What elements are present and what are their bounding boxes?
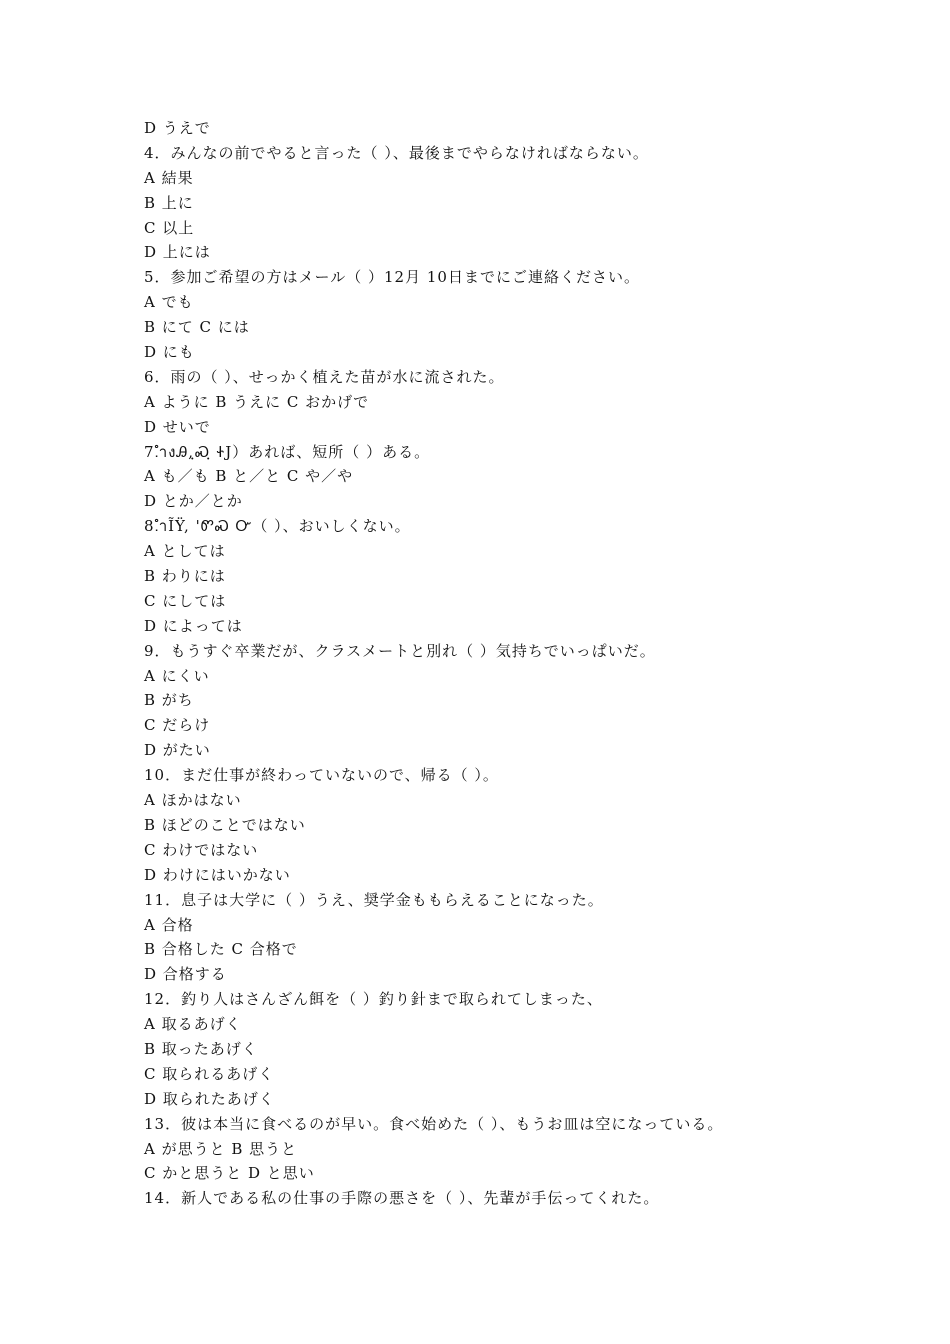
option-line: D によっては: [144, 616, 243, 635]
question-12: 12．釣り人はさんざん餌を（ ）釣り針まで取られてしまった、: [144, 990, 603, 1009]
option-line: D 取られたあげく: [144, 1089, 275, 1108]
option-line: A としては: [144, 542, 226, 561]
option-line: C だらけ: [144, 716, 211, 735]
option-line: C 以上: [144, 218, 195, 237]
option-line: A が思うと B 思うと: [144, 1139, 298, 1158]
question-8: 8.ำĨŸ, 'ᏛᏍ Ꮕ（ ）、おいしくない。: [144, 517, 411, 536]
question-10: 10．まだ仕事が終わっていないので、帰る（ ）。: [144, 766, 499, 785]
question-11: 11．息子は大学に（ ）うえ、奨学金ももらえることになった。: [144, 890, 604, 909]
option-line: A 合格: [144, 915, 194, 934]
question-13: 13．彼は本当に食べるのが早い。食べ始めた（ ）、もうお皿は空になっている。: [144, 1114, 724, 1133]
option-line: D わけにはいかない: [144, 865, 291, 884]
option-line: A も／も B と／と C や／や: [144, 467, 354, 486]
option-line: B わりには: [144, 567, 226, 586]
option-line: B 上に: [144, 193, 194, 212]
question-5: 5．参加ご希望の方はメール（ ）12月 10日までにご連絡ください。: [144, 268, 640, 287]
option-line: D 上には: [144, 243, 211, 262]
option-line: A 取るあげく: [144, 1015, 242, 1034]
option-line: A にくい: [144, 666, 210, 685]
question-9: 9．もうすぐ卒業だが、クラスメートと別れ（ ）気持ちでいっぱいだ。: [144, 641, 656, 660]
option-line: C 取られるあげく: [144, 1064, 275, 1083]
option-line: D がたい: [144, 741, 211, 760]
option-line: D にも: [144, 343, 195, 362]
text-line: D うえで: [144, 119, 211, 137]
option-line: D とか／とか: [144, 492, 243, 511]
option-line: B ほどのことではない: [144, 815, 306, 834]
option-line: C かと思うと D と思い: [144, 1164, 315, 1183]
option-line: C わけではない: [144, 840, 259, 859]
question-14: 14．新人である私の仕事の手際の悪さを（ ）、先輩が手伝ってくれた。: [144, 1189, 660, 1208]
option-line: B がち: [144, 691, 194, 710]
question-6: 6．雨の（ ）、せっかく植えた苗が水に流された。: [144, 367, 505, 386]
option-line: B にて C には: [144, 318, 250, 337]
question-7: 7.ำงᎯ,ฺᏍฺ ᏐJ）あれば、短所（ ）ある。: [144, 442, 431, 461]
option-line: A ように B うえに C おかげで: [144, 392, 370, 411]
option-line: A ほかはない: [144, 791, 242, 810]
option-line: A でも: [144, 293, 194, 312]
option-line: B 取ったあげく: [144, 1039, 258, 1058]
option-line: B 合格した C 合格で: [144, 940, 298, 959]
option-line: D 合格する: [144, 965, 227, 984]
question-4: 4．みんなの前でやると言った（ ）、最後までやらなければならない。: [144, 143, 649, 162]
question-text-block: [144, 116, 844, 1211]
option-line: D せいで: [144, 417, 211, 436]
option-line: C にしては: [144, 591, 227, 610]
option-line: A 結果: [144, 168, 194, 187]
